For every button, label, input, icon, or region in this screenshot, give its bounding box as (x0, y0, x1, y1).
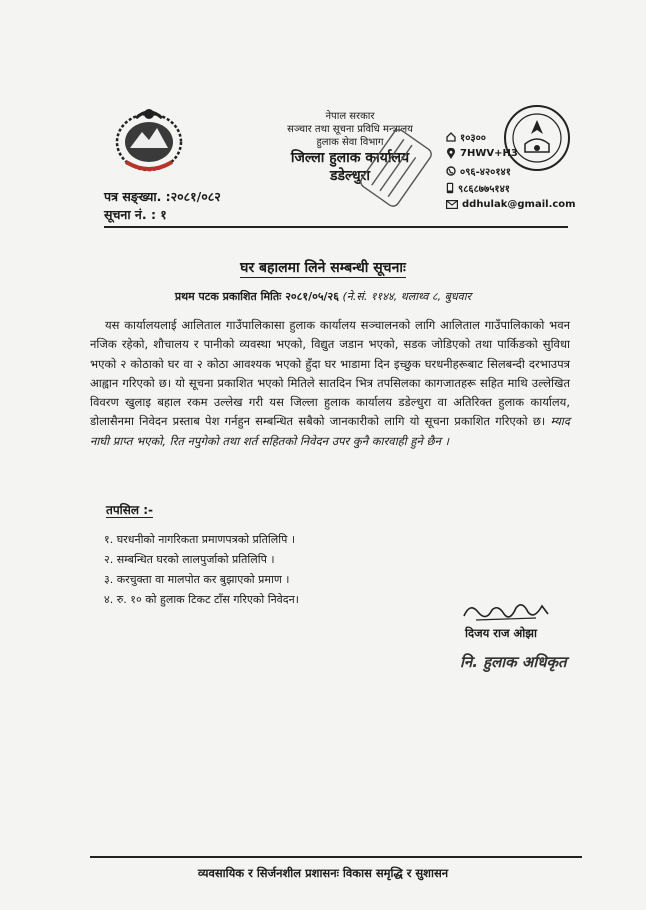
contact-pluscode (446, 145, 576, 162)
home-icon (446, 132, 456, 142)
header-government: नेपाल सरकार (325, 111, 375, 122)
letter-number: पत्र सङ्ख्या. :२०८१/०८२ (104, 189, 221, 204)
header-ministry: सञ्चार तथा सूचना प्रविधि मन्त्रालय (287, 124, 413, 135)
mobile-icon (446, 182, 454, 194)
signer-name: दिजय राज ओझा (465, 626, 537, 640)
published-date-nepal-sambat: (ने.सं. ११४४, थलाथ्व ८, बुधवार (339, 290, 472, 303)
header-office: जिल्ला हुलाक कार्यालय (290, 150, 410, 166)
office-stamp-icon (356, 126, 436, 210)
tapsil-heading (106, 501, 153, 518)
phone-icon (446, 166, 456, 176)
email-icon (446, 200, 458, 209)
contact-phone (446, 162, 576, 179)
tapsil-label: तपसिल :- (106, 503, 153, 517)
reference-block (104, 188, 221, 224)
contact-block (446, 128, 576, 213)
pluscode-value: 7HWV+H3 (460, 148, 518, 159)
document-list (104, 530, 299, 610)
contact-mobile (446, 179, 576, 196)
header-location: डडेल्धुरा (330, 168, 370, 184)
signer-title: नि. हुलाक अधिकृत (460, 653, 567, 671)
email-value: ddhulak@gmail.com (462, 199, 576, 210)
pobox-value: १०३०० (460, 132, 486, 144)
header-department: हुलाक सेवा विभाग (316, 137, 384, 148)
footer-slogan: व्यवसायिक र सिर्जनशील प्रशासनः विकास समृद्धि र सुशासन (197, 866, 449, 880)
government-emblem-icon (112, 104, 186, 174)
notice-body-condition: म्याद नाघी प्राप्त भएको, रित नपुगेको तथा शर्त सहितको निवेदन उपर कुनै कारवाही हुने छैन । (90, 414, 570, 448)
header-divider (104, 226, 568, 228)
list-item: १. घरधनीको नागरिकता प्रमाणपत्रको प्रतिलिपि । (104, 533, 295, 546)
contact-pobox (446, 128, 576, 145)
list-item: २. सम्बन्धित घरको लालपुर्जाको प्रतिलिपि । (104, 553, 275, 566)
handwritten-signature-icon (456, 596, 556, 626)
contact-email (446, 196, 576, 213)
list-item: ४. रु. १० को हुलाक टिकट टाँस गरिएको निवेदन। (104, 593, 299, 606)
mobile-value: ९८६८७७५१४१ (458, 183, 510, 195)
notice-title (0, 258, 646, 277)
list-item: ३. करचुक्ता वा मालपोत कर बुझाएको प्रमाण । (104, 573, 290, 586)
published-date (0, 289, 646, 304)
phone-value: ०९६-४२०१४१ (460, 166, 511, 178)
notice-body (90, 316, 570, 451)
notice-title-text: घर बहालमा लिने सम्बन्धी सूचनाः (240, 260, 406, 276)
published-date-main: प्रथम पटक प्रकाशित मितिः २०८१/०५/२६ (174, 290, 340, 303)
location-pin-icon (446, 148, 456, 160)
notice-body-text: यस कार्यालयलाई आलिताल गाउँपालिकासा हुलाक कार्यालय सञ्चालनको लागि आलिताल गाउँपालिकाको भवन नजिक रहेको, शौचालय र पानीको व्यवस्था भएको, विद्युत जडान भएको, सडक जोडिएको तथा पार्किङको सुविधा भएको २ कोठाको घर वा २ कोठा आवश्यक भएको हुँदा घर भाडामा दिन इच्छुक घरधनीहरूबाट सिलबन्दी दरभाउपत्र आह्वान गरिएको छ। यो सूचना प्रकाशित भएको मितिले सातदिन भित्र तपसिलका कागजातहरू सहित माथि उल्लेखित विवरण खुलाइ बहाल रकम उल्लेख गरी यस जिल्ला हुलाक कार्यालय डडेल्धुरा वा अतिरिक्त हुलाक कार्यालय, डोलासैनमा निवेदन प्रस्ताब पेश गर्नहुन सम्बन्धित सबैको जानकारीको लागि यो सूचना प्रकाशित गरिएको छ। (90, 318, 570, 429)
footer-divider (90, 856, 582, 858)
notice-number: सूचना नं. : १ (104, 207, 167, 222)
